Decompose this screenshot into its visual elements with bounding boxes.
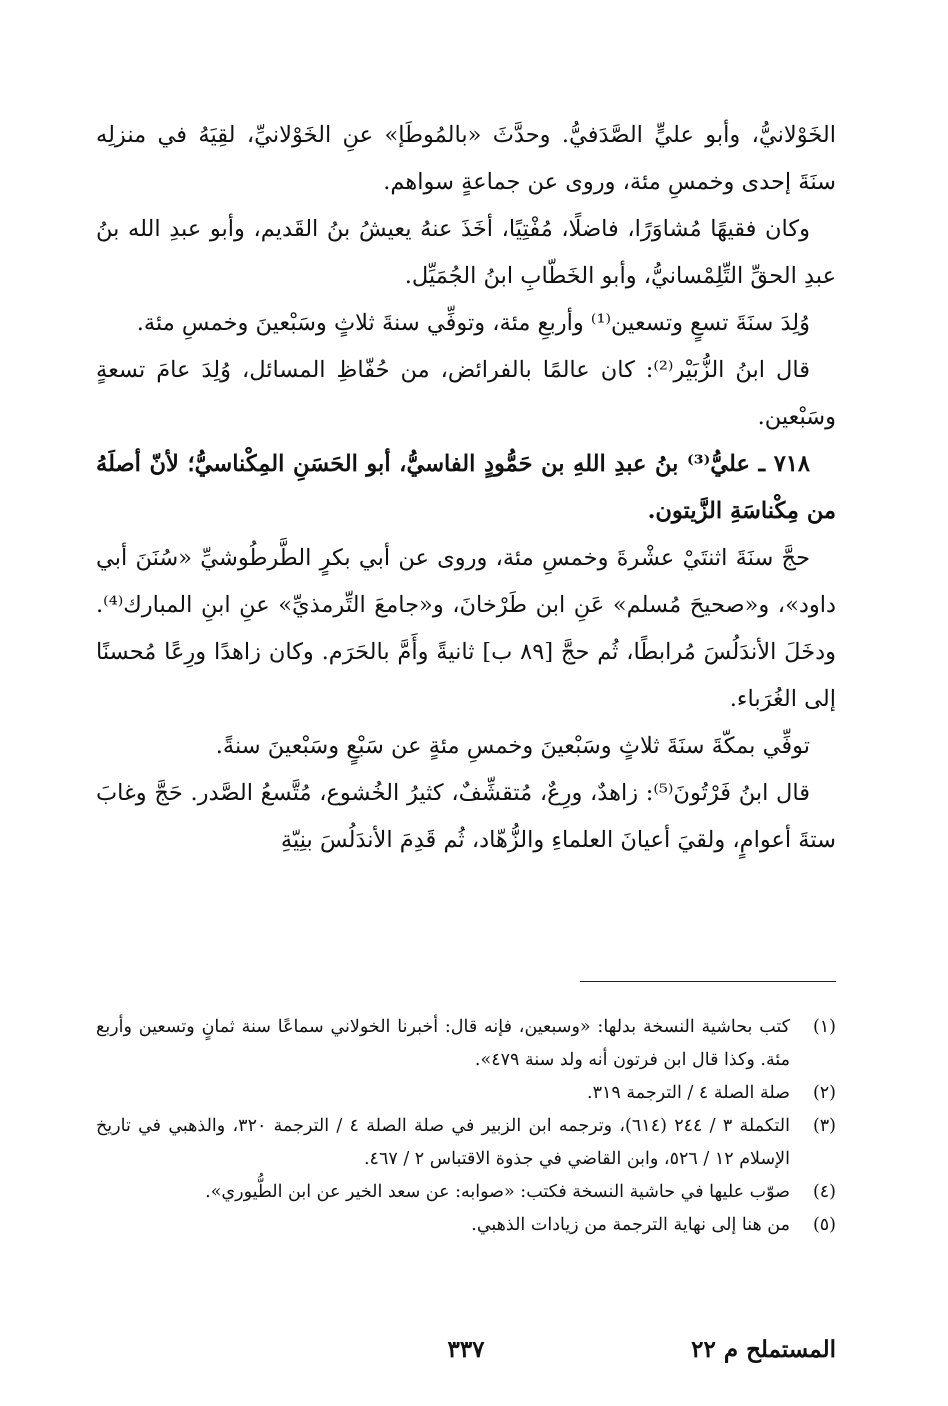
footnote-number: (٥) [812, 1215, 836, 1235]
footnote [96, 1176, 836, 1209]
footnote-text: صلة الصلة ٤ / الترجمة ٣١٩. [587, 1083, 790, 1103]
paragraph: وكان فقيهًا مُشاوَرًا، فاضلًا، مُفْتِيًا، أخَذَ عنهُ يعيشُ بنُ القَديم، وأبو عبدِ الله بنُ عبدِ الحقِّ التِّلِمْسانيُّ، وأبو الخَطّابِ ابنُ الجُمَيِّل. [96, 216, 836, 289]
footnote-number: (٢) [812, 1083, 836, 1103]
paragraph: حجَّ سنَةَ اثنتَيْ عشْرةَ وخمسِ مئة، وروى عن أبي بكرٍ الطَّرطُوشيِّ «سُنَنَ أبي داود»، و«صحيحَ مُسلم» عَنِ ابن طَرْخانَ، و«جامعَ التِّرمذيِّ» عنِ ابنِ المبارك⁽⁴⁾. ودخَلَ الأندَلُسَ مُرابطًا، ثُم حجَّ [٨٩ ب] ثانيةً وأَمَّ بالحَرَم. وكان زاهدًا ورِعًا مُحسنًا إلى الغُرَباء. [96, 545, 836, 712]
footnote [96, 1209, 836, 1242]
footnote-number: (٣) [812, 1116, 836, 1136]
entry-heading: ٧١٨ ـ عليُّ⁽³⁾ بنُ عبدِ اللهِ بن حَمُّودٍ الفاسيُّ، أبو الحَسَنِ المِكْناسيُّ؛ لأنّ أصلَهُ من مِكْناسَةِ الزَّيتون. [96, 451, 836, 524]
footnote-divider [580, 981, 836, 982]
main-text [96, 112, 836, 864]
paragraph: الخَوْلانيُّ، وأبو عليٍّ الصَّدَفيُّ. وحدَّثَ «بالمُوطَإ» عنِ الخَوْلانيِّ، لقِيَهُ في منزلِه سنَةَ إحدى وخمسِ مئة، وروى عن جماعةٍ سواهم. [96, 122, 836, 195]
footnote [96, 1110, 836, 1176]
signature-mark: المستملح م ٢٢ [691, 1336, 836, 1363]
footnote [96, 1011, 836, 1077]
footnotes [96, 1011, 836, 1242]
footnote-number: (١) [812, 1017, 836, 1037]
paragraph: وُلِدَ سنَةَ تسعٍ وتسعين⁽¹⁾ وأربعِ مئة، وتوفِّي سنةَ ثلاثٍ وسَبْعينَ وخمسِ مئة. [136, 310, 810, 336]
paragraph: قال ابنُ فَرْتُونَ⁽⁵⁾: زاهدٌ، ورِعٌ، مُتقشِّفٌ، كثيرُ الخُشوع، مُتَّسعُ الصَّدر. حَجَّ وغابَ ستةَ أعوامٍ، ولقيَ أعيانَ العلماءِ والزُّهّاد، ثُم قَدِمَ الأندَلُسَ بنِيّةِ [96, 780, 836, 853]
paragraph: قال ابنُ الزُّبَيْر⁽²⁾: كان عالمًا بالفرائض، من حُفّاظِ المسائل، وُلِدَ عامَ تسعةٍ وسَبْعين. [96, 357, 836, 430]
footnote-number: (٤) [812, 1182, 836, 1202]
footnote [96, 1077, 836, 1110]
book-page [96, 112, 836, 1406]
page-number: ٣٣٧ [447, 1336, 485, 1363]
footnote-text: من هنا إلى نهاية الترجمة من زيادات الذهبي. [471, 1215, 790, 1235]
footnote-text: كتب بحاشية النسخة بدلها: «وسبعين، فإنه قال: أخبرنا الخولاني سماعًا سنة ثمانٍ وتسعين وأربع مئة. وكذا قال ابن فرتون أنه ولد سنة ٤٧٩». [96, 1017, 790, 1070]
paragraph: توفِّي بمكّةَ سنَةَ ثلاثٍ وسَبْعينَ وخمسِ مئةٍ عن سَبْعٍ وسَبْعينَ سنةً. [215, 733, 810, 759]
footnote-text: التكملة ٣ / ٢٤٤ (٦١٤)، وترجمه ابن الزبير في صلة الصلة ٤ / الترجمة ٣٢٠، والذهبي في تاريخ الإسلام ١٢ / ٥٢٦، وابن القاضي في جذوة الاقتباس ٢ / ٤٦٧. [96, 1116, 790, 1169]
footnote-text: صوّب عليها في حاشية النسخة فكتب: «صوابه: عن سعد الخير عن ابن الطُّيوري». [205, 1182, 790, 1202]
page-footer [96, 1336, 836, 1376]
